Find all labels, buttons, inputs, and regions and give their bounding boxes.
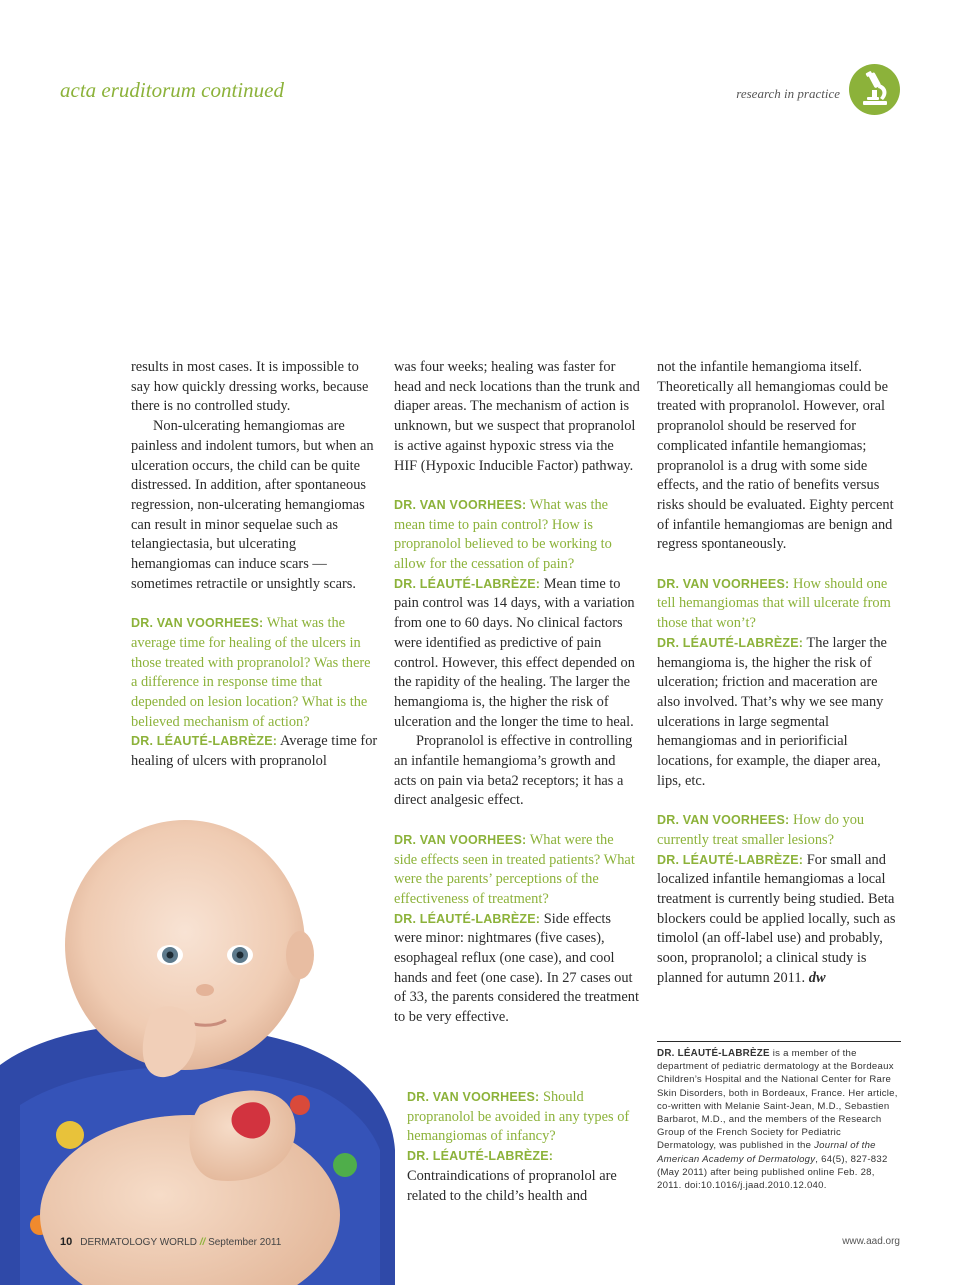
paragraph: was four weeks; healing was faster for head and neck locations than the trunk and diaper areas. The mechanism of action is unknown, but we suspect that propranolol is active against hypoxic stress via the HIF (Hypoxic Inducible Factor) pathway. xyxy=(394,359,640,474)
speaker-line xyxy=(407,1147,639,1167)
website-link[interactable]: www.aad.org xyxy=(842,1236,900,1247)
article-column-2 xyxy=(394,358,640,1028)
speaker-label: DR. VAN VOORHEES: xyxy=(394,497,527,512)
question-text: What was the mean time to pain control? How is propranolol believed to be working to allow for the cessation of pain? xyxy=(394,496,612,573)
bio-divider xyxy=(657,1041,901,1042)
speaker-label: DR. VAN VOORHEES: xyxy=(131,616,264,631)
microscope-icon xyxy=(849,64,900,115)
answer-text: The larger the hemangioma is, the higher the risk of ulceration; friction and maceration are also involved. That’s why we see many ulcerations in large segmental hemangiomas and in periorificial locations, for example, the diaper area, lips, etc. xyxy=(657,634,887,789)
speaker-label: DR. VAN VOORHEES: xyxy=(394,832,527,847)
question xyxy=(131,614,379,732)
bio-text: is a member of the department of pediatric dermatology at the Bordeaux Children’s Hospital and the National Center for Rare Skin Disorders, both in Bordeaux, France. Her article, co-written with Melanie Saint-Jean, M.D., Sebastien Barbarot, M.D., and the members of the Research Group of the French Society for Pediatric Dermatology, was published in the xyxy=(657,1048,898,1152)
speaker-label: DR. LÉAUTÉ-LABRÈZE: xyxy=(657,852,804,867)
answer xyxy=(657,851,901,989)
question-text: Should propranolol be avoided in any types of hemangiomas of infancy? xyxy=(407,1089,630,1145)
speaker-label: DR. VAN VOORHEES: xyxy=(407,1090,540,1104)
bio-text-2: , 64(5), 827-832 (May 2011) after being published online Feb. 28, 2011. doi:10.1016/j.jaad.2010.12.040. xyxy=(657,1153,888,1192)
page-number: 10 xyxy=(60,1236,73,1248)
speaker-label: DR. VAN VOORHEES: xyxy=(657,576,790,591)
paragraph: not the infantile hemangioma itself. Theoretically all hemangiomas could be treated with propranolol. However, oral propranolol should be reserved for complicated infantile hemangiomas; propranolol is a drug with some side effects, and the ratio of benefits versus risks should be evaluated. Eighty percent of infantile hemangiomas are benign and regress spontaneously. xyxy=(657,359,894,553)
speaker-label: DR. LÉAUTÉ-LABRÈZE: xyxy=(394,576,541,591)
footer-separator: // xyxy=(199,1237,206,1248)
answer xyxy=(394,910,640,1028)
article-column-2-continued xyxy=(407,1088,639,1206)
signoff-mark: dw xyxy=(808,969,826,986)
bio-name: DR. LÉAUTÉ-LABRÈZE xyxy=(657,1048,770,1059)
question xyxy=(394,496,640,575)
question-text: What were the side effects seen in treated patients? What were the parents’ perceptions of the effectiveness of treatment? xyxy=(394,831,635,907)
answer-text: Mean time to pain control was 14 days, with a variation from one to 60 days. No clinical factors were identified as predictive of pain control. However, this effect depended on the rapidity of the healing. The larger the hemangioma is, the higher the risk of ulceration and the longer the time to heal. xyxy=(394,575,635,730)
footer-left xyxy=(60,1236,281,1248)
question xyxy=(657,575,901,634)
baby-photo xyxy=(0,805,395,1285)
paragraph: Propranolol is effective in controlling an infantile hemangioma’s growth and acts on pain via beta2 receptors; it has a direct analgesic effect. xyxy=(394,733,633,809)
paragraph: Non-ulcerating hemangiomas are painless and indolent tumors, but when an ulceration occurs, the child can be quite distressed. In addition, after spontaneous regression, non-ulcerating hemangiomas can result in minor sequelae such as telangiectasia, but ulcerating hemangiomas can induce scars — sometimes retractile or unsightly scars. xyxy=(131,418,374,592)
journal-name: Journal of the American Academy of Dermatology xyxy=(657,1140,876,1165)
paragraph: results in most cases. It is impossible to say how quickly dressing works, because there is no controlled study. xyxy=(131,359,369,415)
speaker-label: DR. LÉAUTÉ-LABRÈZE: xyxy=(131,734,278,749)
answer-text: For small and localized infantile hemangiomas a local treatment is currently being studied. Beta blockers could be applied locally, such as timolol (an off-label use) and probably, soon, propranolol; a clinical study is planned for autumn 2011. xyxy=(657,851,896,986)
answer xyxy=(394,575,640,733)
magazine-name: DERMATOLOGY WORLD xyxy=(80,1237,197,1248)
section-title: acta eruditorum continued xyxy=(60,78,284,102)
article-column-1 xyxy=(131,358,379,772)
answer-text: Average time for healing of ulcers with propranolol xyxy=(131,733,378,770)
answer-text: Side effects were minor: nightmares (five cases), esophageal reflux (one case), and cool hands and feet (one case). In 27 cases out of 33, the parents considered the treatment to be very effective. xyxy=(394,910,639,1026)
question xyxy=(407,1088,639,1147)
question xyxy=(657,811,901,850)
speaker-label: DR. LÉAUTÉ-LABRÈZE: xyxy=(394,911,541,926)
answer xyxy=(657,634,901,792)
answer-text: Contraindications of propranolol are related to the child’s health and xyxy=(407,1167,617,1204)
issue-date: September 2011 xyxy=(208,1237,282,1248)
question-text: What was the average time for healing of the ulcers in those treated with propranolol? Was there a difference in response time that depended on lesion location? What is the believed mechanism of action? xyxy=(131,615,371,730)
speaker-label: DR. VAN VOORHEES: xyxy=(657,813,790,828)
section-label: research in practice xyxy=(736,86,840,101)
question xyxy=(394,831,640,910)
question-text: How do you currently treat smaller lesions? xyxy=(657,812,865,848)
article-column-3 xyxy=(657,358,901,988)
speaker-label: DR. LÉAUTÉ-LABRÈZE: xyxy=(657,635,804,650)
answer xyxy=(131,732,379,771)
author-bio xyxy=(657,1047,901,1192)
question-text: How should one tell hemangiomas that will ulcerate from those that won’t? xyxy=(657,575,891,632)
speaker-label: DR. LÉAUTÉ-LABRÈZE: xyxy=(407,1149,554,1164)
